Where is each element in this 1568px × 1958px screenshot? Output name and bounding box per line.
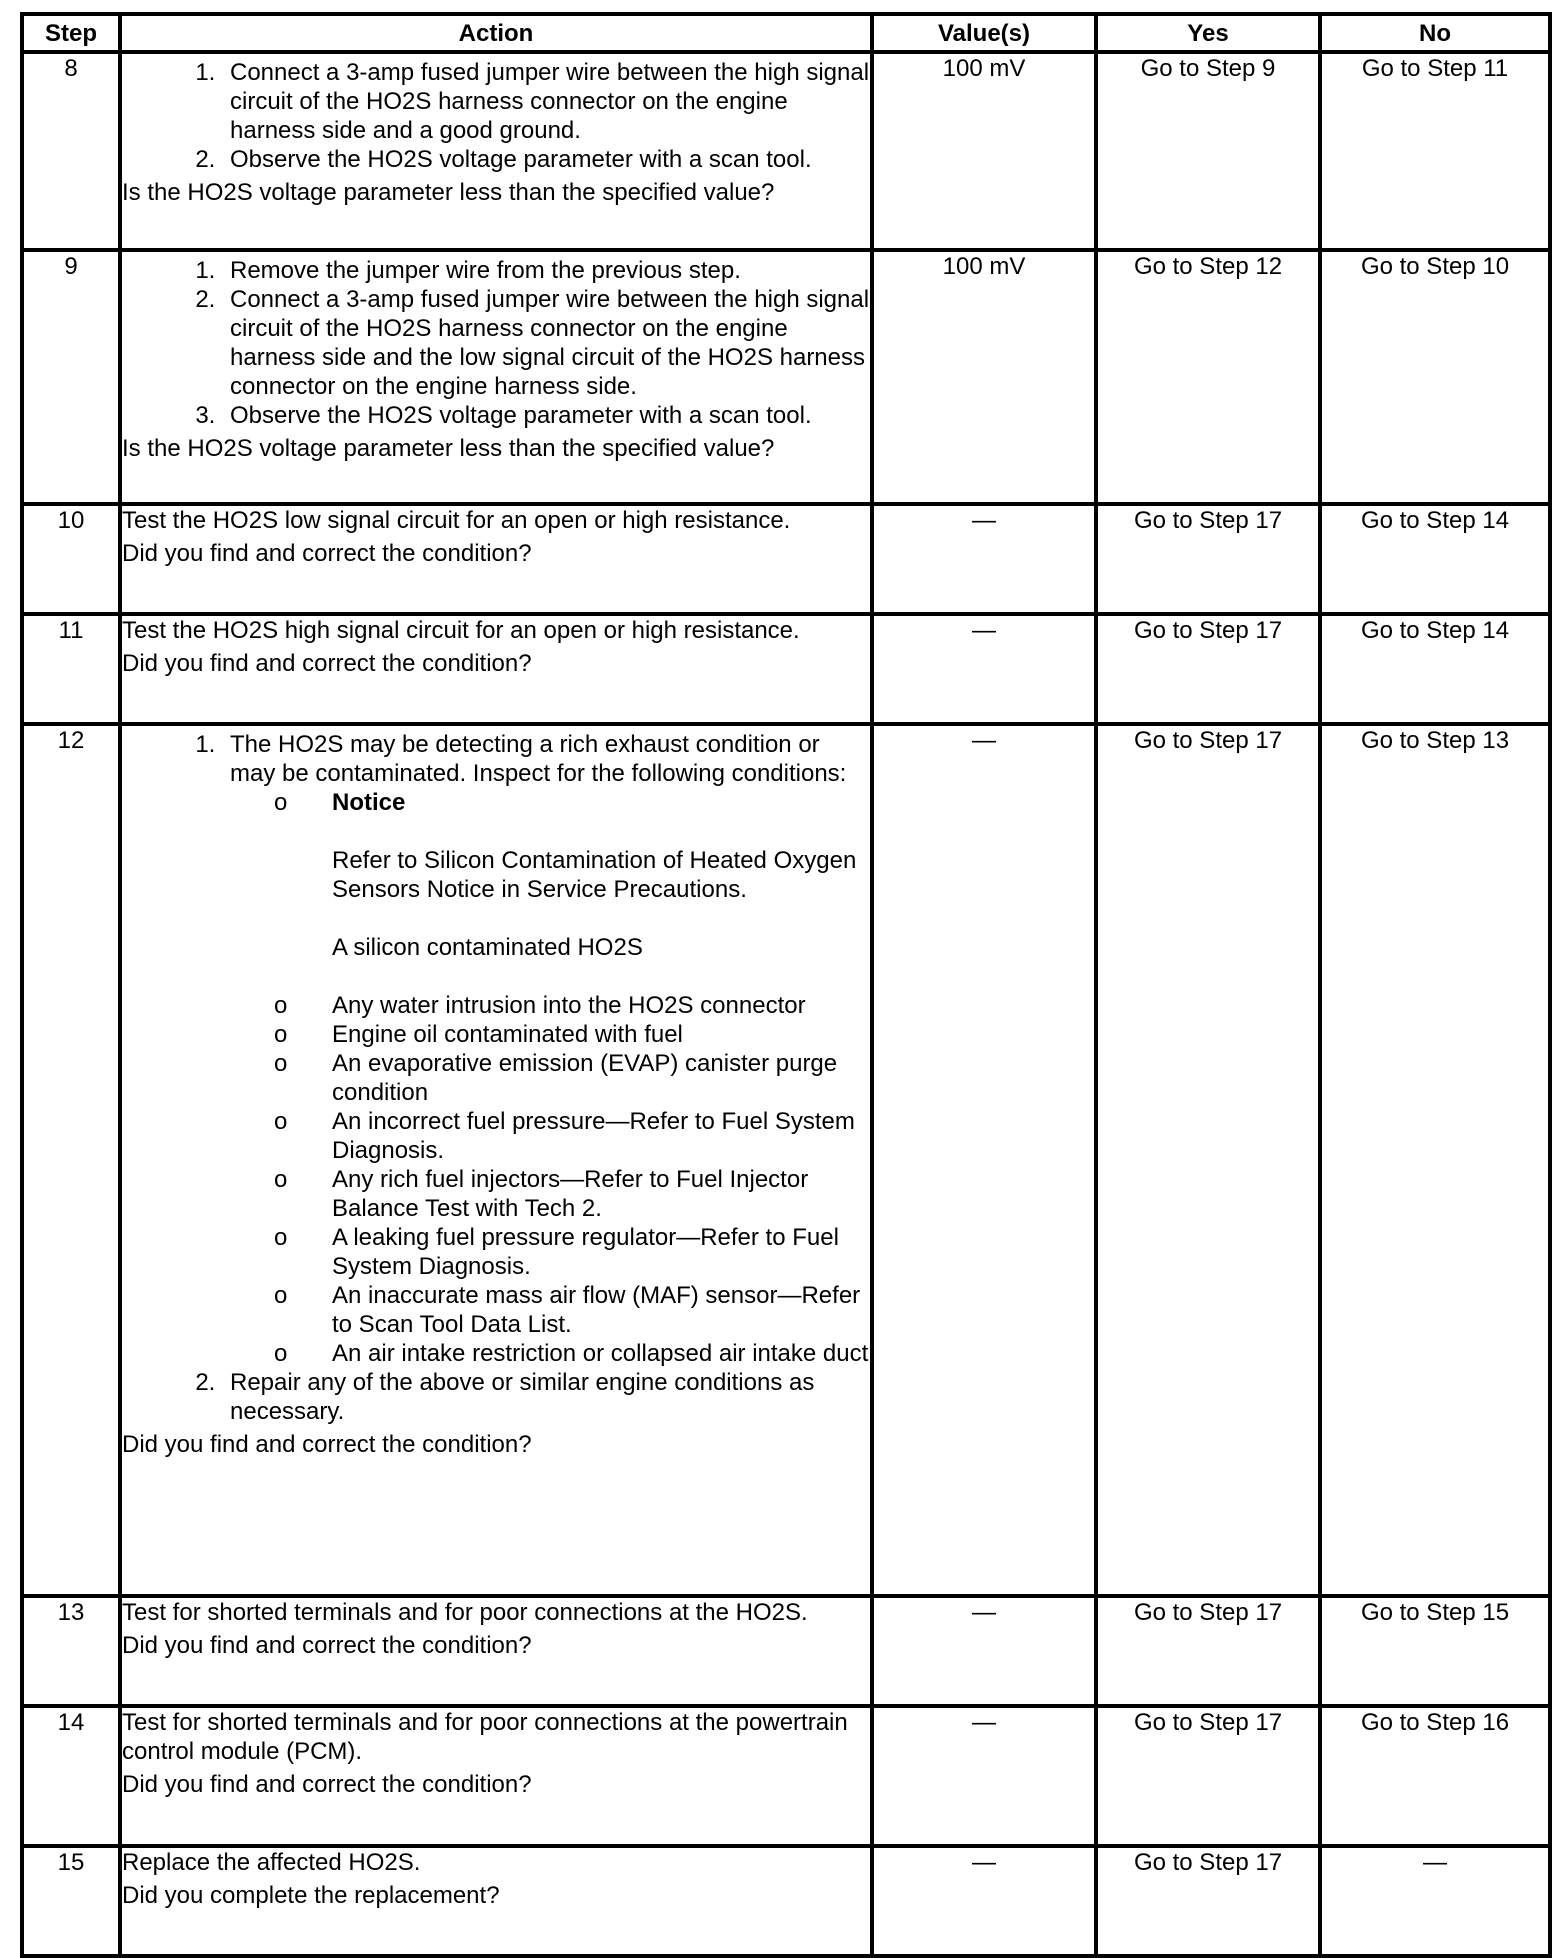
condition-list [230,788,870,1368]
condition-item: o A leaking fuel pressure regulator—Refer to Fuel System Diagnosis. [324,1223,870,1281]
step-number: 11 [22,614,120,724]
value-cell: — [872,1846,1096,1956]
yes-cell: Go to Step 17 [1096,724,1320,1596]
step-number: 13 [22,1596,120,1706]
action-step: 1. Connect a 3-amp fused jumper wire between the high signal circuit of the HO2S harness connector on the engine harness side and a good ground. [222,58,870,145]
condition-item: o An air intake restriction or collapsed air intake duct [324,1339,870,1368]
value-cell: — [872,1706,1096,1846]
table-row [22,1596,1550,1706]
condition-item: o Any rich fuel injectors—Refer to Fuel Injector Balance Test with Tech 2. [324,1165,870,1223]
action-cell [120,250,872,504]
header-yes: Yes [1096,14,1320,52]
value-cell: 100 mV [872,52,1096,250]
table-row [22,52,1550,250]
condition-item: o An incorrect fuel pressure—Refer to Fuel System Diagnosis. [324,1107,870,1165]
header-values: Value(s) [872,14,1096,52]
notice-item [324,788,870,962]
no-cell: Go to Step 14 [1320,504,1550,614]
header-step: Step [22,14,120,52]
action-step: 2. Repair any of the above or similar engine conditions as necessary. [222,1368,870,1426]
action-cell [120,1706,872,1846]
table-row [22,250,1550,504]
question-text: Did you find and correct the condition? [122,650,532,677]
step-number: 8 [22,52,120,250]
action-cell [120,614,872,724]
action-text: Test for shorted terminals and for poor connections at the powertrain control module (PCM). [122,1709,848,1765]
question-text: Did you find and correct the condition? [122,1632,532,1659]
action-step-text: The HO2S may be detecting a rich exhaust condition or may be contaminated. Inspect for the following conditions: [230,731,847,787]
header-action: Action [120,14,872,52]
value-cell: — [872,614,1096,724]
step-number: 15 [22,1846,120,1956]
action-step: 1. Remove the jumper wire from the previous step. [222,256,870,285]
question-text: Did you complete the replacement? [122,1882,500,1909]
header-no: No [1320,14,1550,52]
condition-item: o An evaporative emission (EVAP) canister purge condition [324,1049,870,1107]
action-steps [122,256,870,430]
yes-cell: Go to Step 17 [1096,1846,1320,1956]
yes-cell: Go to Step 17 [1096,1596,1320,1706]
yes-cell: Go to Step 17 [1096,504,1320,614]
notice-item-text: A silicon contaminated HO2S [332,934,643,961]
value-cell: 100 mV [872,250,1096,504]
action-text: Test the HO2S low signal circuit for an open or high resistance. [122,507,791,534]
value-cell: — [872,1596,1096,1706]
value-cell: — [872,504,1096,614]
value-cell: — [872,724,1096,1596]
notice-text: Refer to Silicon Contamination of Heated Oxygen Sensors Notice in Service Precautions. [332,847,857,903]
header-row [22,14,1550,52]
action-step [222,730,870,1368]
action-cell [120,504,872,614]
question-text: Is the HO2S voltage parameter less than the specified value? [122,435,775,462]
yes-cell: Go to Step 17 [1096,614,1320,724]
table-row [22,1846,1550,1956]
action-cell [120,52,872,250]
action-step: 3. Observe the HO2S voltage parameter with a scan tool. [222,401,870,430]
question-text: Did you find and correct the condition? [122,540,532,567]
no-cell: Go to Step 11 [1320,52,1550,250]
action-step: 2. Connect a 3-amp fused jumper wire between the high signal circuit of the HO2S harness connector on the engine harness side and the low signal circuit of the HO2S harness connector on the engine harness side. [222,285,870,401]
question-text: Did you find and correct the condition? [122,1431,532,1458]
table-row [22,1706,1550,1846]
yes-cell: Go to Step 12 [1096,250,1320,504]
action-text: Test the HO2S high signal circuit for an open or high resistance. [122,617,800,644]
no-cell: Go to Step 10 [1320,250,1550,504]
step-number: 12 [22,724,120,1596]
step-number: 9 [22,250,120,504]
no-cell: — [1320,1846,1550,1956]
condition-item: o An inaccurate mass air flow (MAF) sensor—Refer to Scan Tool Data List. [324,1281,870,1339]
table-row [22,724,1550,1596]
action-cell [120,1846,872,1956]
yes-cell: Go to Step 9 [1096,52,1320,250]
no-cell: Go to Step 13 [1320,724,1550,1596]
action-text: Replace the affected HO2S. [122,1849,421,1876]
condition-item: o Engine oil contaminated with fuel [324,1020,870,1049]
step-number: 14 [22,1706,120,1846]
question-text: Did you find and correct the condition? [122,1771,532,1798]
step-number: 10 [22,504,120,614]
table-row [22,504,1550,614]
no-cell: Go to Step 16 [1320,1706,1550,1846]
action-steps [122,58,870,174]
action-cell [120,724,872,1596]
notice-title: o Notice [332,789,406,816]
diagnostic-table [20,12,1552,1958]
action-cell [120,1596,872,1706]
yes-cell: Go to Step 17 [1096,1706,1320,1846]
condition-item: o Any water intrusion into the HO2S connector [324,991,870,1020]
action-steps [122,730,870,1426]
action-text: Test for shorted terminals and for poor connections at the HO2S. [122,1599,808,1626]
no-cell: Go to Step 14 [1320,614,1550,724]
question-text: Is the HO2S voltage parameter less than the specified value? [122,179,775,206]
table-row [22,614,1550,724]
action-step: 2. Observe the HO2S voltage parameter with a scan tool. [222,145,870,174]
no-cell: Go to Step 15 [1320,1596,1550,1706]
